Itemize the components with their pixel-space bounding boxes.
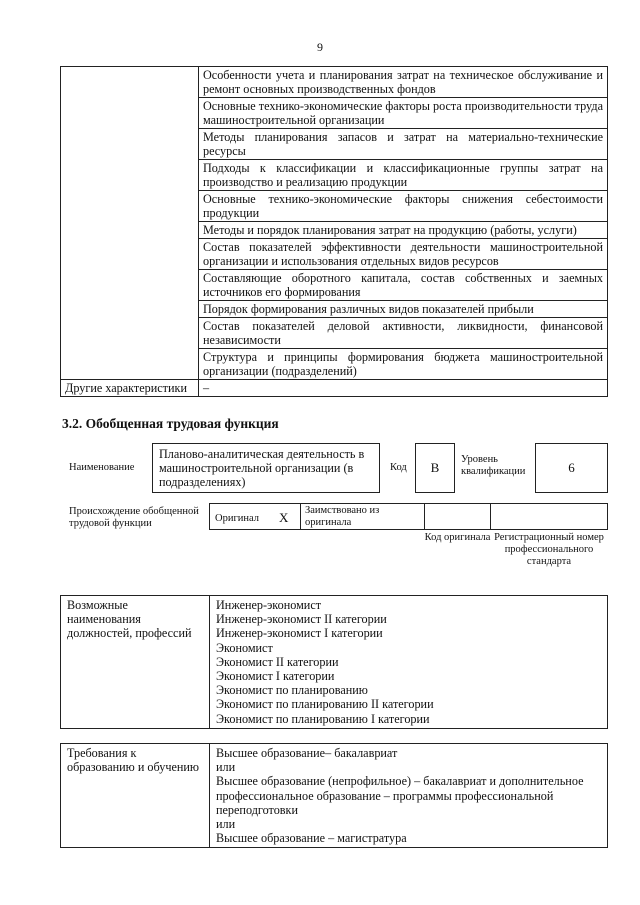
education-label: Требования к образованию и обучению — [61, 744, 210, 848]
education-list — [210, 744, 608, 848]
positions-list — [210, 596, 608, 729]
code-original-label: Код оригинала — [424, 532, 491, 543]
list-item: Экономист — [216, 640, 273, 655]
knowledge-table — [60, 66, 608, 397]
reg-number-label: Регистрационный номер профессионального стандарта — [494, 532, 604, 567]
list-item: Высшее образование – магистратура — [216, 831, 407, 846]
origin-cell-code — [424, 503, 491, 530]
list-item: Инженер-экономист — [216, 598, 322, 612]
list-item: Экономист по планированию — [216, 683, 368, 698]
table-row — [61, 744, 608, 848]
list-item: Высшее образование– бакалавриат — [216, 746, 398, 760]
knowledge-item: Подходы к классификации и классификационные группы затрат на производство и реализацию продукции — [199, 160, 608, 191]
other-characteristics-value: – — [199, 380, 608, 397]
positions-table — [60, 595, 608, 729]
list-item: Высшее образование (непрофильное) – бакалавриат и дополнительное профессиональное образование – программы профессиональной переподготовки — [216, 774, 584, 817]
level-label: Уровень квалификации — [461, 454, 526, 477]
borrowed-label: Заимствовано из оригинала — [305, 505, 380, 528]
knowledge-item: Структура и принципы формирования бюджета машиностроительной организации (подразделений) — [199, 349, 608, 380]
left-cell-empty — [61, 67, 199, 380]
knowledge-item: Составляющие оборотного капитала, состав собственных и заемных источников его формирования — [199, 270, 608, 301]
knowledge-item: Основные технико-экономические факторы роста производительности труда машиностроительной организации — [199, 98, 608, 129]
knowledge-item: Методы и порядок планирования затрат на продукцию (работы, услуги) — [199, 222, 608, 239]
table-row — [61, 67, 608, 98]
knowledge-item: Особенности учета и планирования затрат на техническое обслуживание и ремонт основных производственных фондов — [199, 67, 608, 98]
function-name-box: Планово-аналитическая деятельность в машиностроительной организации (в подразделениях) — [152, 443, 380, 493]
section-title: 3.2. Обобщенная трудовая функция — [62, 416, 279, 431]
name-label: Наименование — [69, 462, 135, 473]
education-table — [60, 743, 608, 848]
list-item: Экономист по планированию I категории — [216, 711, 430, 726]
level-value: 6 — [535, 443, 608, 493]
list-item: или — [216, 817, 236, 832]
knowledge-item: Порядок формирования различных видов показателей прибыли — [199, 301, 608, 318]
knowledge-item: Основные технико-экономические факторы снижения себестоимости продукции — [199, 191, 608, 222]
table-row — [61, 596, 608, 729]
table-row — [61, 380, 608, 397]
list-item: Инженер-экономист II категории — [216, 612, 387, 627]
knowledge-item: Состав показателей деловой активности, ликвидности, финансовой независимости — [199, 318, 608, 349]
list-item: Экономист II категории — [216, 654, 339, 669]
page-number: 9 — [317, 40, 323, 54]
list-item: Экономист по планированию II категории — [216, 697, 434, 712]
positions-label: Возможные наименования должностей, профессий — [61, 596, 210, 729]
original-mark: X — [279, 510, 289, 525]
list-item: или — [216, 760, 236, 775]
list-item: Экономист I категории — [216, 669, 335, 684]
code-value: B — [415, 443, 455, 493]
origin-label: Происхождение обобщенной трудовой функции — [69, 506, 199, 529]
knowledge-item: Состав показателей эффективности деятельности машиностроительной организации и использования отдельных видов ресурсов — [199, 239, 608, 270]
original-label: Оригинал — [215, 513, 259, 524]
code-label: Код — [390, 462, 407, 473]
other-characteristics-label: Другие характеристики — [61, 380, 199, 397]
origin-cell-reg-number — [490, 503, 608, 530]
list-item: Инженер-экономист I категории — [216, 626, 383, 641]
knowledge-item: Методы планирования запасов и затрат на материально-технические ресурсы — [199, 129, 608, 160]
